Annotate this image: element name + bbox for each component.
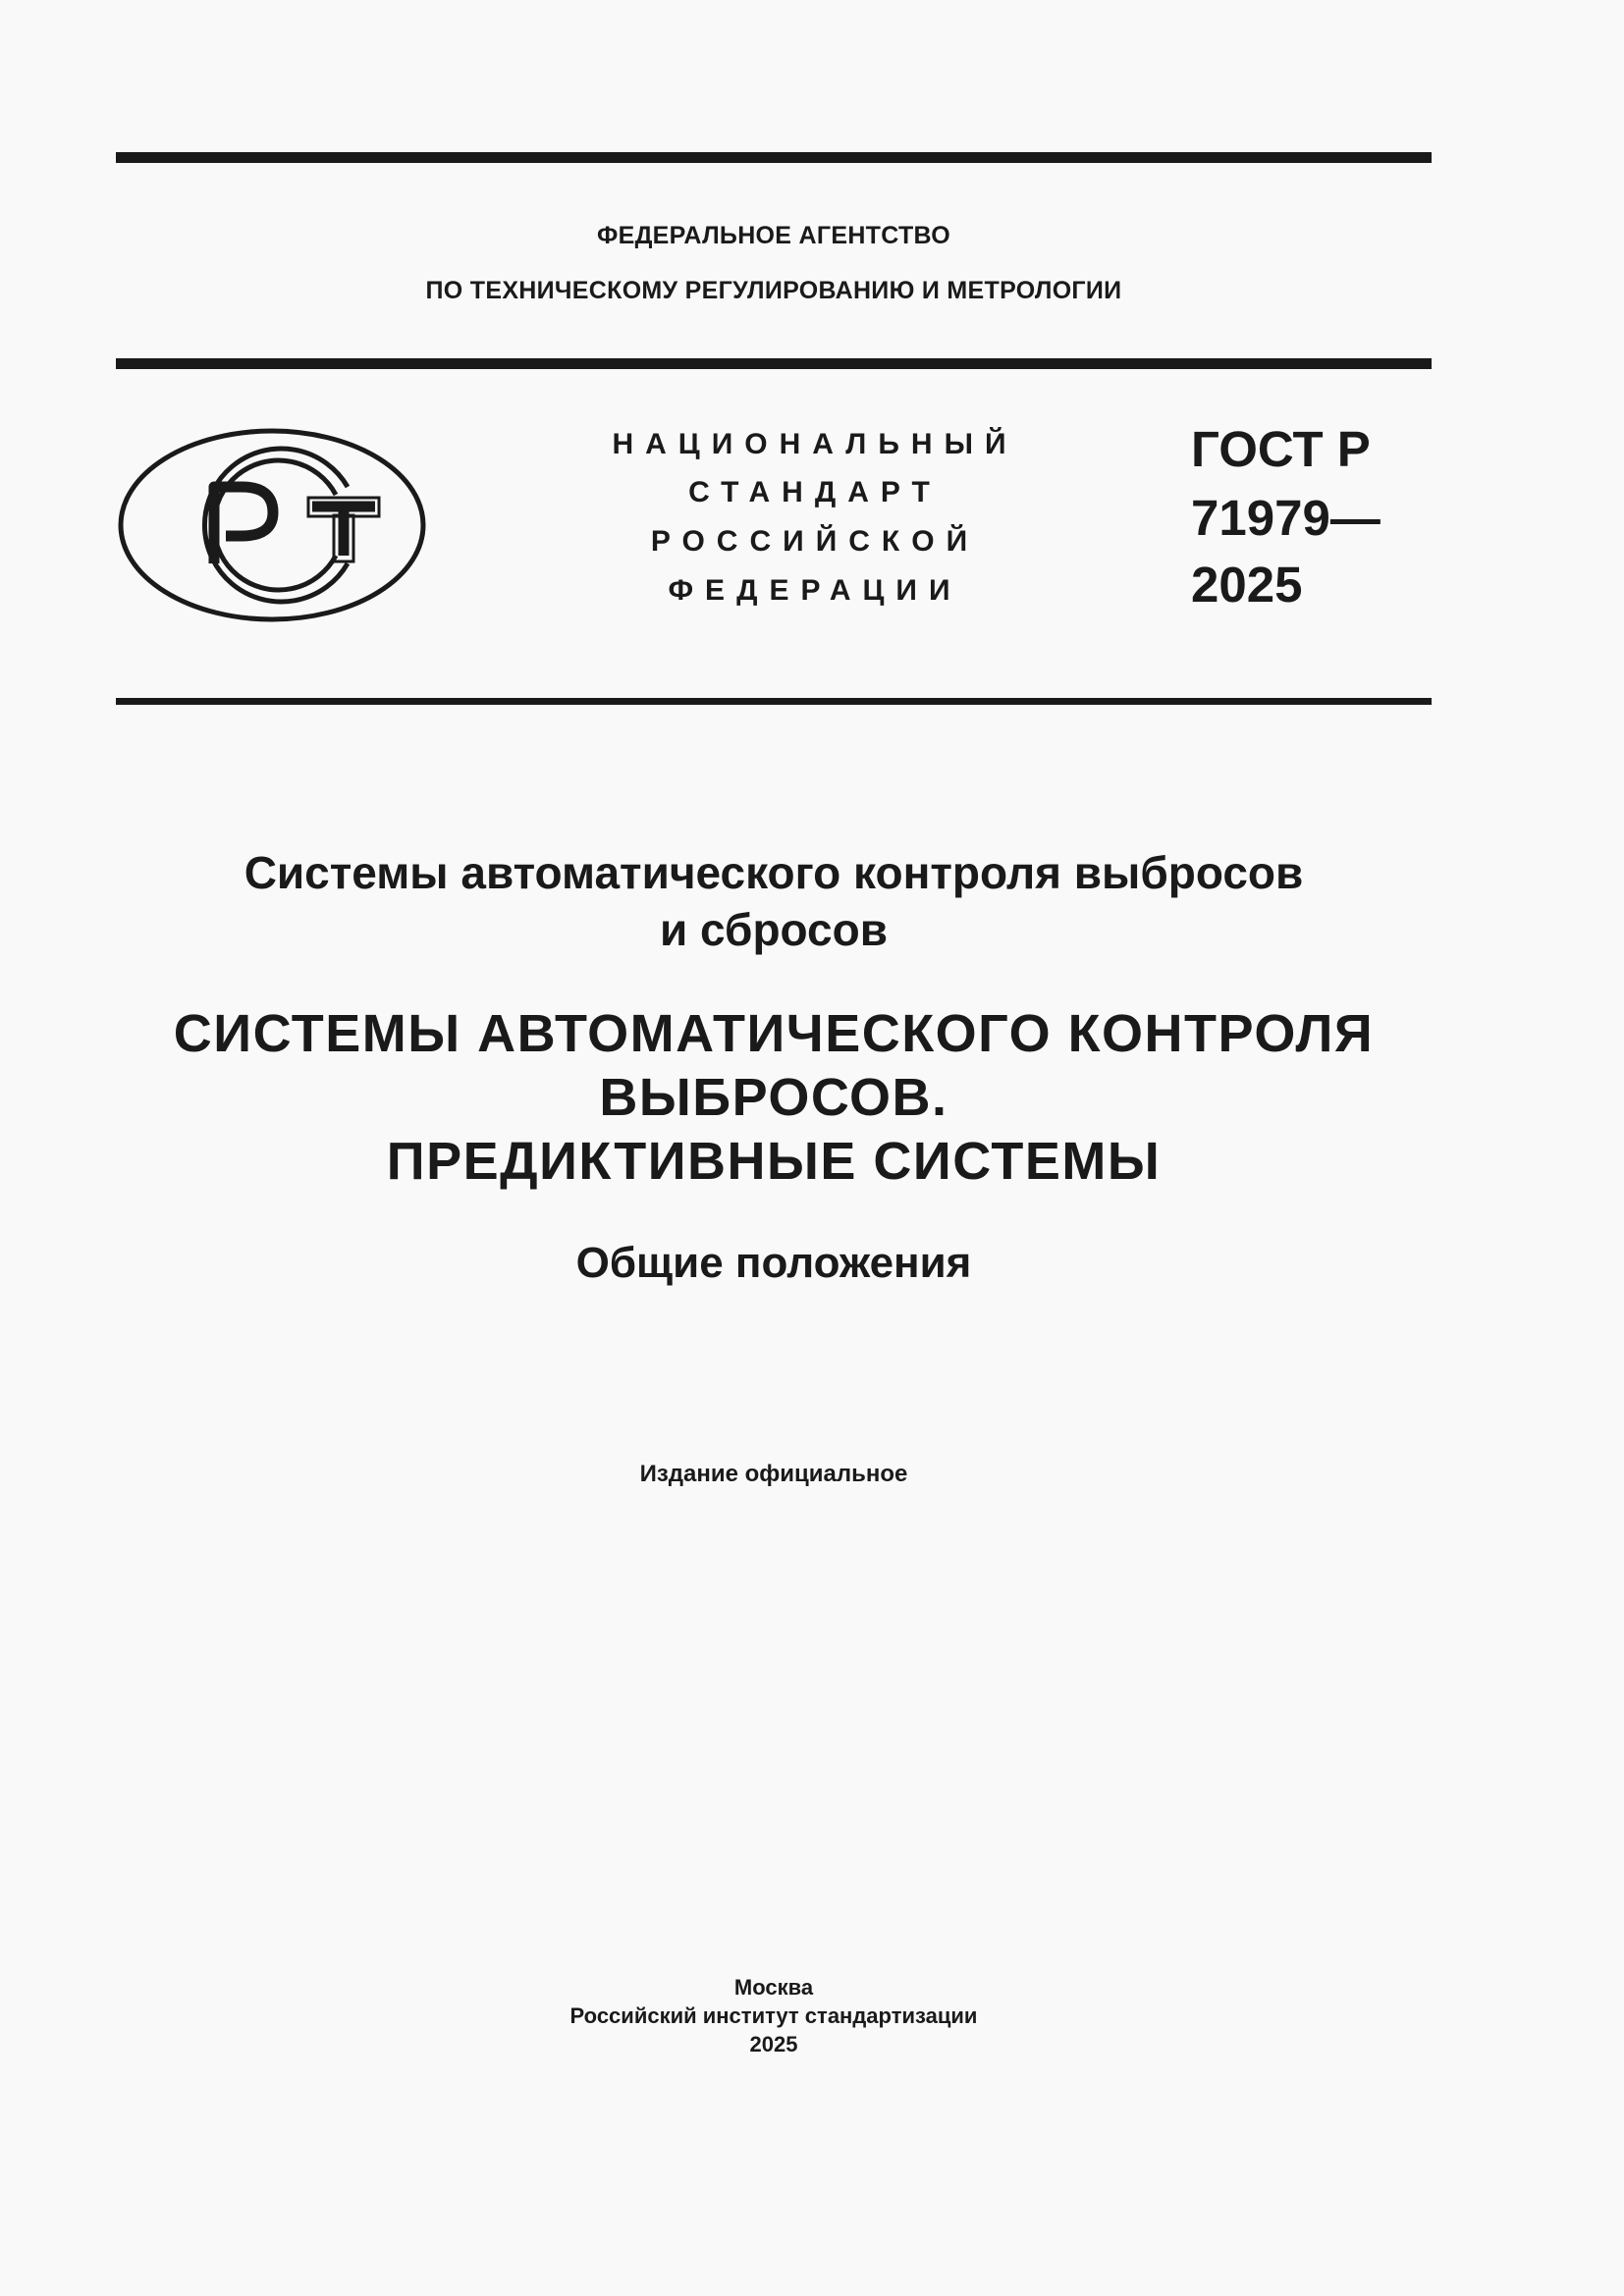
imprint-year: 2025 <box>749 2032 798 2056</box>
imprint-publisher: Российский институт стандартизации <box>569 2003 978 2028</box>
national-standard-line-3: РОССИЙСКОЙ <box>650 525 980 558</box>
national-standard-line-4: ФЕДЕРАЦИИ <box>668 574 962 607</box>
series-title-line-1: Системы автоматического контроля выбросов <box>244 847 1304 898</box>
standard-designation-year: 2025 <box>1191 557 1303 613</box>
national-standard-line-1: НАЦИОНАЛЬНЫЙ <box>612 428 1018 460</box>
national-standard-line-2: СТАНДАРТ <box>688 476 942 508</box>
agency-name-line-1: ФЕДЕРАЛЬНОЕ АГЕНТСТВО <box>596 222 951 249</box>
series-title-line-2: и сбросов <box>660 904 888 955</box>
main-title-line-1: СИСТЕМЫ АВТОМАТИЧЕСКОГО КОНТРОЛЯ <box>173 1004 1375 1063</box>
standard-block-divider <box>116 698 1432 705</box>
standard-designation-prefix: ГОСТ Р <box>1191 421 1371 477</box>
main-title-line-3: ПРЕДИКТИВНЫЕ СИСТЕМЫ <box>386 1132 1162 1191</box>
agency-name-line-2: ПО ТЕХНИЧЕСКОМУ РЕГУЛИРОВАНИЮ И МЕТРОЛОГИИ <box>425 277 1122 304</box>
document-subtitle: Общие положения <box>575 1239 972 1287</box>
standard-designation-number: 71979— <box>1191 490 1380 546</box>
imprint-city: Москва <box>733 1975 814 2000</box>
header-divider <box>116 358 1432 369</box>
edition-note: Издание официальное <box>639 1461 908 1487</box>
gost-r-certification-mark-icon <box>116 426 428 624</box>
main-title-line-2: ВЫБРОСОВ. <box>599 1068 948 1127</box>
top-rule <box>116 152 1432 163</box>
